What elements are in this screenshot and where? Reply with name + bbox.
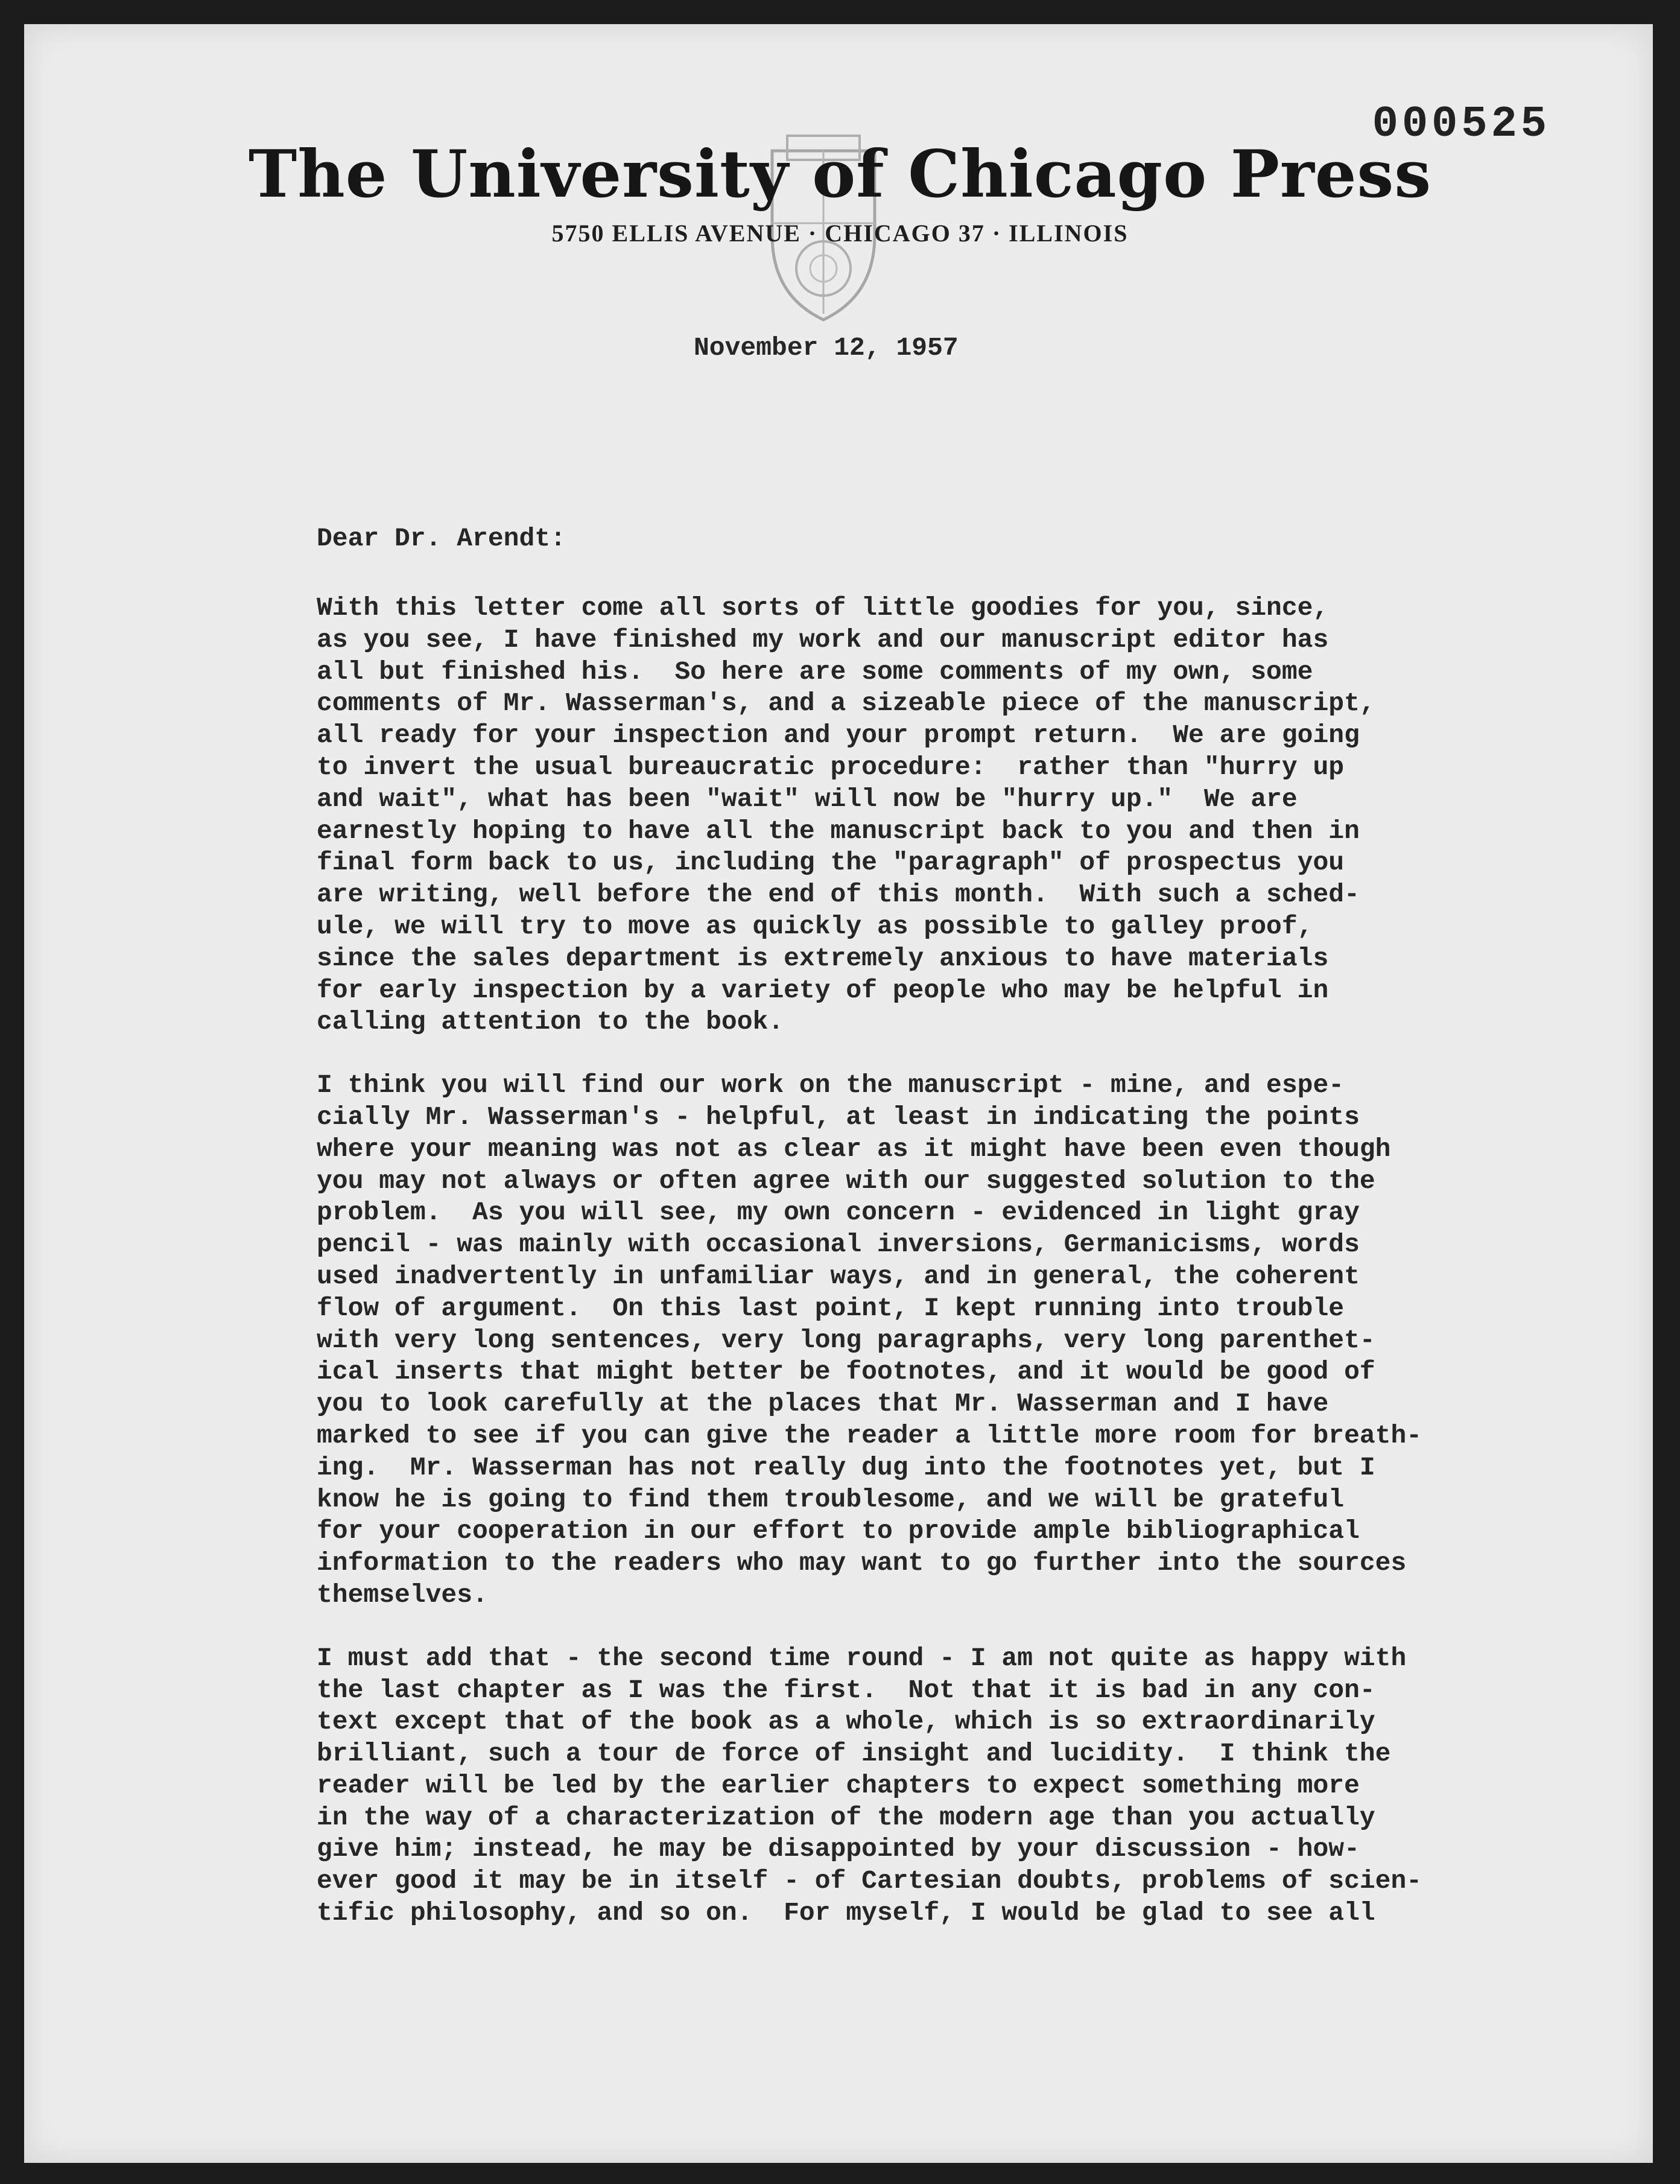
- paragraph: [317, 1643, 1583, 1929]
- text-line: final form back to us, including the "paragraph" of prospectus you: [317, 848, 1345, 878]
- text-line: with very long sentences, very long paragraphs, very long parenthet-: [317, 1325, 1375, 1355]
- text-line: problem. As you will see, my own concern - evidenced in light gray: [317, 1198, 1360, 1228]
- text-line: I think you will find our work on the manuscript - mine, and espe-: [317, 1070, 1345, 1100]
- text-line: information to the readers who may want to go further into the sources: [317, 1548, 1407, 1578]
- text-line: where your meaning was not as clear as it might have been even though: [317, 1134, 1391, 1164]
- text-line: comments of Mr. Wasserman's, and a sizeable piece of the manuscript,: [317, 688, 1375, 719]
- text-line: to invert the usual bureaucratic procedure: rather than "hurry up: [317, 752, 1345, 782]
- text-line: earnestly hoping to have all the manuscript back to you and then in: [317, 816, 1360, 846]
- text-line: brilliant, such a tour de force of insight and lucidity. I think the: [317, 1739, 1391, 1769]
- text-line: themselves.: [317, 1579, 488, 1610]
- text-line: all but finished his. So here are some comments of my own, some: [317, 656, 1313, 687]
- salutation: Dear Dr. Arendt:: [317, 524, 566, 553]
- text-line: calling attention to the book.: [317, 1007, 784, 1037]
- text-line: ule, we will try to move as quickly as possible to galley proof,: [317, 911, 1313, 941]
- text-line: flow of argument. On this last point, I kept running into trouble: [317, 1293, 1345, 1323]
- text-line: ing. Mr. Wasserman has not really dug into the footnotes yet, but I: [317, 1452, 1375, 1482]
- text-line: for early inspection by a variety of people who may be helpful in: [317, 975, 1329, 1005]
- letter-date: November 12, 1957: [694, 333, 959, 363]
- text-line: the last chapter as I was the first. Not that it is bad in any con-: [317, 1675, 1375, 1705]
- text-line: marked to see if you can give the reader a little more room for breath-: [317, 1420, 1422, 1450]
- text-line: pencil - was mainly with occasional inversions, Germanicisms, words: [317, 1230, 1360, 1260]
- text-line: tific philosophy, and so on. For myself, I would be glad to see all: [317, 1898, 1375, 1928]
- press-name: The University of Chicago Press: [248, 136, 1432, 212]
- text-line: you may not always or often agree with our suggested solution to the: [317, 1166, 1375, 1196]
- text-line: ever good it may be in itself - of Cartesian doubts, problems of scien-: [317, 1866, 1422, 1896]
- text-line: and wait", what has been "wait" will now be "hurry up." We are: [317, 784, 1298, 814]
- paragraph: [317, 592, 1583, 1038]
- text-line: With this letter come all sorts of little goodies for you, since,: [317, 593, 1329, 623]
- press-address: 5750 ELLIS AVENUE · CHICAGO 37 · ILLINOIS: [551, 219, 1129, 247]
- text-line: you to look carefully at the places that Mr. Wasserman and I have: [317, 1389, 1329, 1419]
- letterhead: [0, 136, 1680, 247]
- text-line: I must add that - the second time round - I am not quite as happy with: [317, 1643, 1407, 1673]
- text-line: reader will be led by the earlier chapters to expect something more: [317, 1770, 1360, 1800]
- text-line: ical inserts that might better be footnotes, and it would be good of: [317, 1357, 1375, 1387]
- text-line: all ready for your inspection and your prompt return. We are going: [317, 720, 1360, 751]
- text-line: give him; instead, he may be disappointed by your discussion - how-: [317, 1834, 1360, 1864]
- text-line: as you see, I have finished my work and our manuscript editor has: [317, 624, 1329, 655]
- document-number: 000525: [1372, 100, 1550, 149]
- paragraph: [317, 1070, 1583, 1611]
- text-line: cially Mr. Wasserman's - helpful, at least in indicating the points: [317, 1102, 1360, 1132]
- text-line: in the way of a characterization of the modern age than you actually: [317, 1802, 1375, 1832]
- text-line: know he is going to find them troublesome, and we will be grateful: [317, 1484, 1345, 1514]
- letter-body: [317, 592, 1583, 1961]
- text-line: since the sales department is extremely anxious to have materials: [317, 943, 1329, 973]
- text-line: for your cooperation in our effort to provide ample bibliographical: [317, 1516, 1360, 1546]
- text-line: used inadvertently in unfamiliar ways, and in general, the coherent: [317, 1261, 1360, 1291]
- text-line: text except that of the book as a whole, which is so extraordinarily: [317, 1707, 1375, 1737]
- text-line: are writing, well before the end of this month. With such a sched-: [317, 880, 1360, 910]
